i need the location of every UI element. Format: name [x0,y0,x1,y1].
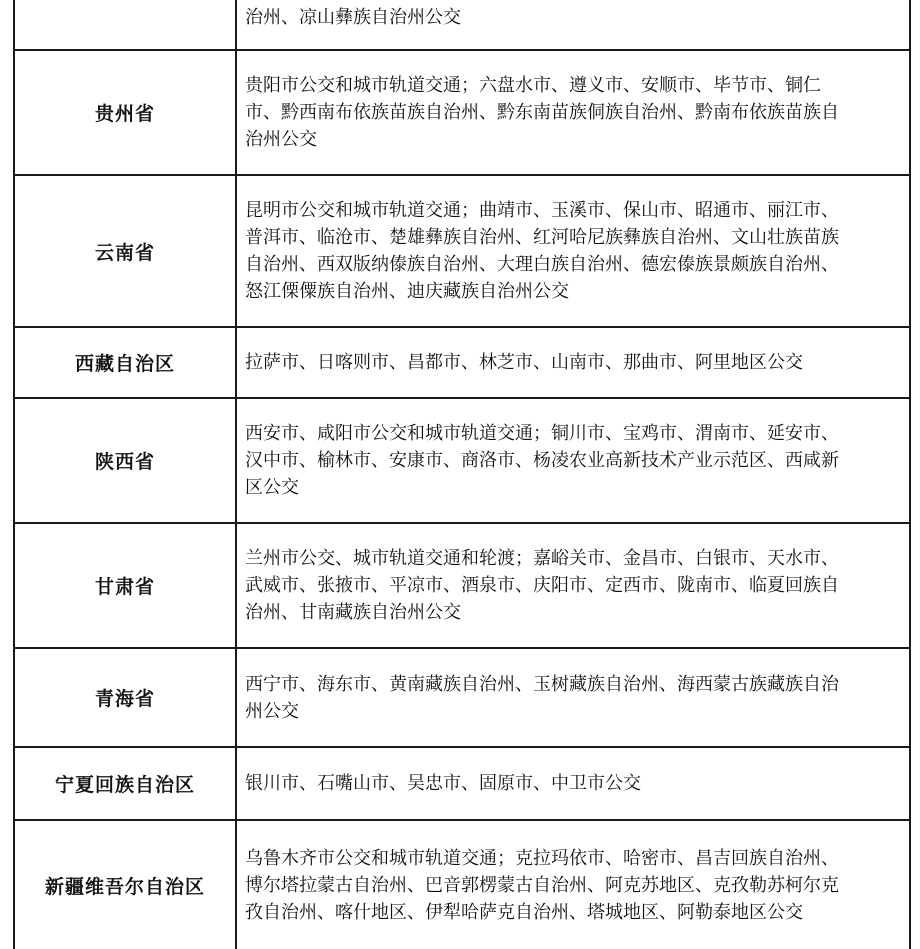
table-row [15,397,909,522]
cities-line: 博尔塔拉蒙古自治州、巴音郭楞蒙古自治州、阿克苏地区、克孜勒苏柯尔克 [245,875,839,896]
province-cell: 宁夏回族自治区 [15,748,237,819]
province-cell: 陕西省 [15,399,237,522]
transit-table [13,0,911,949]
cities-line: 乌鲁木齐市公交和城市轨道交通；克拉玛依市、哈密市、昌吉回族自治州、 [245,848,839,869]
cities-line: 贵阳市公交和城市轨道交通；六盘水市、遵义市、安顺市、毕节市、铜仁 [245,75,821,96]
table-row [15,819,909,949]
cities-cell [237,328,909,397]
province-cell: 西藏自治区 [15,328,237,397]
cities-cell [237,0,909,49]
province-cell: 青海省 [15,649,237,746]
cities-line: 兰州市公交、城市轨道交通和轮渡；嘉峪关市、金昌市、白银市、天水市、 [245,548,839,569]
cities-line: 自治州、西双版纳傣族自治州、大理白族自治州、德宏傣族景颇族自治州、 [245,254,839,275]
province-cell: 新疆维吾尔自治区 [15,821,237,949]
cities-line: 西宁市、海东市、黄南藏族自治州、玉树藏族自治州、海西蒙古族藏族自治 [245,673,839,695]
cities-line: 怒江傈僳族自治州、迪庆藏族自治州公交 [245,281,569,302]
cities-line: 西安市、咸阳市公交和城市轨道交通；铜川市、宝鸡市、渭南市、延安市、 [245,423,839,444]
cities-line: 银川市、石嘴山市、吴忠市、固原市、中卫市公交 [245,773,641,794]
table-row [15,746,909,819]
cities-line: 普洱市、临沧市、楚雄彝族自治州、红河哈尼族彝族自治州、文山壮族苗族 [245,227,839,248]
table-row [15,49,909,174]
province-cell [15,0,237,49]
cities-line: 区公交 [245,477,299,498]
cities-line: 孜自治州、喀什地区、伊犁哈萨克自治州、塔城地区、阿勒泰地区公交 [245,902,803,923]
cities-line: 拉萨市、日喀则市、昌都市、林芝市、山南市、那曲市、阿里地区公交 [245,352,803,373]
cities-cell [237,649,909,746]
cities-cell [237,524,909,647]
table-row [15,647,909,746]
cities-line: 治州、凉山彝族自治州公交 [245,7,461,28]
table-row [15,522,909,647]
cities-line: 昆明市公交和城市轨道交通；曲靖市、玉溪市、保山市、昭通市、丽江市、 [245,200,839,221]
province-cell: 云南省 [15,176,237,326]
cities-line: 治州公交 [245,129,317,150]
cities-line: 州公交 [245,700,299,722]
province-cell: 甘肃省 [15,524,237,647]
table-row [15,0,909,49]
cities-line: 武威市、张掖市、平凉市、酒泉市、庆阳市、定西市、陇南市、临夏回族自 [245,575,839,596]
cities-line: 治州、甘南藏族自治州公交 [245,602,461,623]
cities-cell [237,399,909,522]
cities-cell [237,748,909,819]
province-cell: 贵州省 [15,51,237,174]
cities-cell [237,821,909,949]
cities-cell [237,51,909,174]
table-row [15,174,909,326]
cities-cell [237,176,909,326]
cities-line: 汉中市、榆林市、安康市、商洛市、杨凌农业高新技术产业示范区、西咸新 [245,450,839,471]
table-row [15,326,909,397]
cities-line: 市、黔西南布依族苗族自治州、黔东南苗族侗族自治州、黔南布依族苗族自 [245,102,839,123]
